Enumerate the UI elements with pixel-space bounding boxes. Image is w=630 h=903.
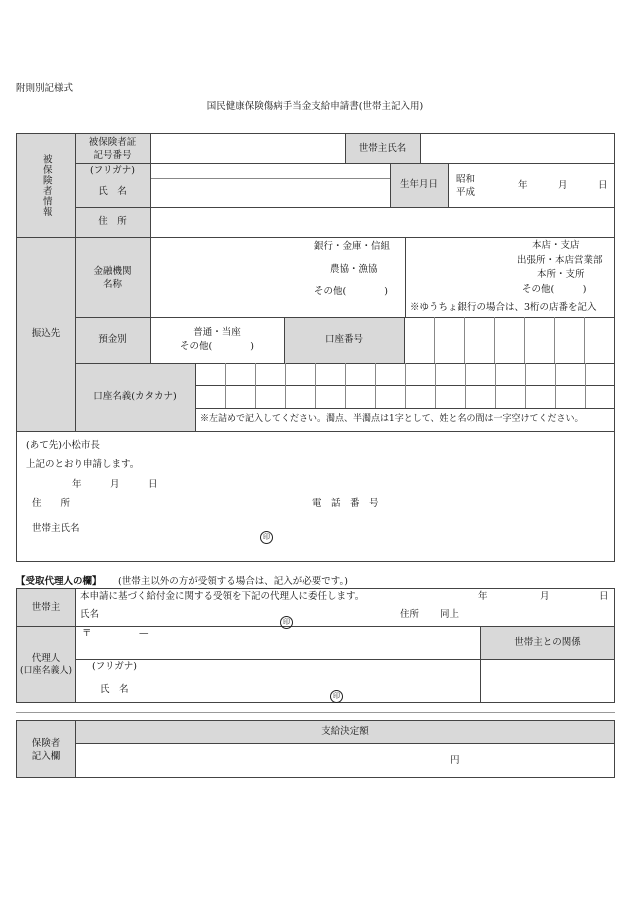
birth-month-label: 月 (558, 180, 568, 191)
agent-address-field[interactable] (78, 640, 476, 657)
address-label: 住 所 (98, 216, 127, 227)
card-number-field[interactable] (152, 136, 342, 161)
applicant-seal-mark: 印 (260, 531, 273, 544)
branch-types-1: 本店・支店 (532, 240, 580, 251)
form-title: 国民健康保険傷病手当金支給申請書(世帯主記入用) (206, 101, 424, 112)
agent-heading-note: (世帯主以外の方が受領する場合は、記入が必要です。) (118, 576, 348, 587)
card-number-label-1: 被保険者証 (88, 137, 137, 148)
agent-label-2: (口座名義人) (19, 666, 73, 676)
card-number-label-2: 記号番号 (93, 150, 132, 161)
account-name-note: ※左詰めで記入してください。濁点、半濁点は1字として、姓と名の間は一字空けてください。 (200, 414, 584, 424)
applicant-address-label: 住 所 (32, 498, 71, 509)
account-name-label: 口座名義(カタカナ) (93, 391, 177, 403)
delegation-text: 本申請に基づく給付金に関する受領を下記の代理人に委任します。 (80, 591, 365, 602)
agent-seal-mark: 印 (330, 690, 343, 703)
delegation-year: 年 (478, 591, 488, 602)
relation-field[interactable] (482, 661, 613, 700)
furigana-field[interactable] (152, 165, 388, 177)
account-number-label: 口座番号 (324, 334, 363, 346)
institution-types-2: 農協・漁協 (330, 264, 378, 275)
deposit-type-2: その他( ) (180, 341, 254, 352)
account-number-field[interactable] (405, 318, 614, 362)
application-statement: 上記のとおり申請します。 (26, 459, 140, 470)
name-field[interactable] (152, 180, 388, 205)
yucho-note: ※ゆうちょ銀行の場合は、3桁の店番を記入 (410, 302, 597, 313)
institution-name-field[interactable] (152, 240, 307, 315)
agent-postal-code: 〒 — (82, 628, 149, 639)
amount-label: 支給決定額 (321, 726, 369, 738)
delegator-seal-mark: 印 (280, 616, 293, 629)
agent-heading: 【受取代理人の欄】 (16, 576, 102, 587)
name-label: 氏 名 (98, 186, 127, 197)
delegator-address-same: 同上 (440, 609, 460, 620)
delegation-month: 月 (540, 591, 550, 602)
amount-field[interactable] (78, 746, 448, 775)
transfer-section-label: 振込先 (31, 328, 61, 340)
applicant-name-label: 世帯主氏名 (32, 523, 80, 534)
insurer-label-1: 保険者 (31, 738, 61, 749)
agent-label-1: 代理人 (31, 653, 61, 664)
delegation-day: 日 (599, 591, 609, 602)
deposit-type-label: 預金別 (98, 334, 127, 346)
delegator-address-label: 住所 (400, 609, 420, 620)
institution-label-2: 名称 (102, 279, 122, 290)
address-field[interactable] (152, 209, 612, 235)
application-date: 年 月 日 (72, 479, 158, 490)
householder-name-label: 世帯主氏名 (358, 142, 407, 154)
birth-date-label: 生年月日 (399, 179, 438, 191)
insurer-label-2: 記入欄 (31, 751, 61, 762)
birth-day-label: 日 (598, 180, 608, 191)
insured-section-label: 被保険者情報 (40, 154, 52, 217)
agent-householder-label: 世帯主 (31, 601, 61, 613)
deposit-type-1: 普通・当座 (193, 327, 241, 338)
form-label: 附則別記様式 (16, 83, 74, 94)
institution-label-1: 金融機関 (93, 266, 132, 277)
institution-types-1: 銀行・金庫・信組 (314, 241, 391, 252)
branch-types-2: 出張所・本店営業部 (517, 255, 603, 266)
account-name-field[interactable] (196, 364, 614, 407)
institution-types-3: その他( ) (314, 286, 388, 297)
era-showa: 昭和 (456, 174, 476, 185)
agent-name-label: 氏 名 (100, 684, 129, 695)
section-divider (16, 712, 615, 713)
branch-types-3: 本所・支所 (537, 269, 585, 280)
branch-types-4: その他( ) (522, 284, 587, 295)
furigana-label: (フリガナ) (90, 165, 135, 176)
yen-label: 円 (450, 755, 460, 766)
delegator-name-label: 氏名 (80, 609, 100, 620)
householder-name-field[interactable] (422, 136, 612, 161)
addressee: (あて先)小松市長 (26, 440, 100, 451)
birth-year-label: 年 (518, 180, 528, 191)
relation-label: 世帯主との関係 (514, 636, 581, 648)
applicant-phone-label: 電 話 番 号 (312, 498, 379, 509)
agent-furigana-label: (フリガナ) (92, 661, 137, 672)
era-heisei: 平成 (456, 187, 476, 198)
